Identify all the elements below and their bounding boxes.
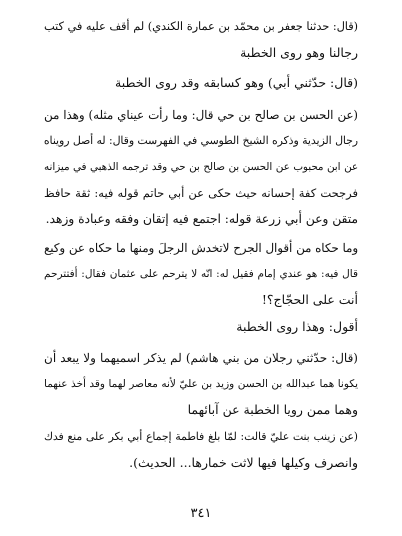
- paragraph-hasan-bin-salih: [44, 102, 358, 232]
- paragraph-narrator-father: [44, 70, 358, 96]
- paragraph-aqulu: [44, 314, 358, 340]
- text-line: أنت على الحجّاج؟!: [261, 292, 358, 307]
- text-line: فرجحت كفة إحسانه حيث حكى عن أبي حاتم قوله فيه: ثقة حافظ: [44, 186, 358, 200]
- text-line: قال فيه: هو عندي إمام فقيل له: انّه لا يترحم على عثمان فقال: أفتترحم: [44, 268, 358, 280]
- text-line: وهما ممن رويا الخطبة عن آبائهما: [187, 402, 358, 417]
- paragraph-narrator-jafar: [44, 14, 358, 66]
- text-line: متقن وعن أبي زرعة قوله: اجتمع فيه إتقان وفقه وعبادة وزهد.: [45, 212, 358, 226]
- paragraph-zaynab: [44, 424, 358, 476]
- paragraph-jarh-waki: [44, 235, 358, 313]
- paragraph-two-men-bani-hashim: [44, 345, 358, 423]
- text-line: يكونا هما عبدالله بن الحسن وزيد بن عليّ لأنه معاصر لهما وقد أخذ عنهما: [44, 378, 358, 390]
- text-line: (عن زينب بنت عليّ قالت: لمّا بلغ فاطمة إجماع أبي بكر على منع فدك: [44, 430, 358, 443]
- text-line: (عن الحسن بن صالح بن حي قال: وما رأت عيناي مثله) وهذا من: [44, 108, 358, 122]
- text-line: (قال: حدثنا جعفر بن محمّد بن عمارة الكندي) لم أقف عليه في كتب: [44, 20, 358, 33]
- text-line: (قال: حدّثني أبي) وهو كسابقه وقد روى الخطبة: [115, 75, 358, 90]
- text-line: رجال الزيدية وذكره الشيخ الطوسي في الفهرست وقال: له أصل رويناه: [44, 134, 358, 147]
- page-number: ٣٤١: [190, 506, 212, 521]
- text-line: وما حكاه من أقوال الجرح لاتخدش الرجلَ ومنها ما حكاه عن وكيع: [44, 241, 358, 255]
- text-line: أقول: وهذا روى الخطبة: [236, 319, 358, 334]
- text-line: رجالنا وهو روى الخطبة: [240, 45, 358, 60]
- text-line: وانصرف وكيلها فيها لاثت خمارها... الحديث).: [129, 455, 358, 470]
- text-line: (قال: حدّثني رجلان من بني هاشم) لم يذكر اسميهما ولا يبعد أن: [44, 351, 358, 365]
- text-line: عن ابن محبوب عن الحسن بن صالح بن حي وقد ترجمه الذهبي في ميزانه: [44, 161, 358, 173]
